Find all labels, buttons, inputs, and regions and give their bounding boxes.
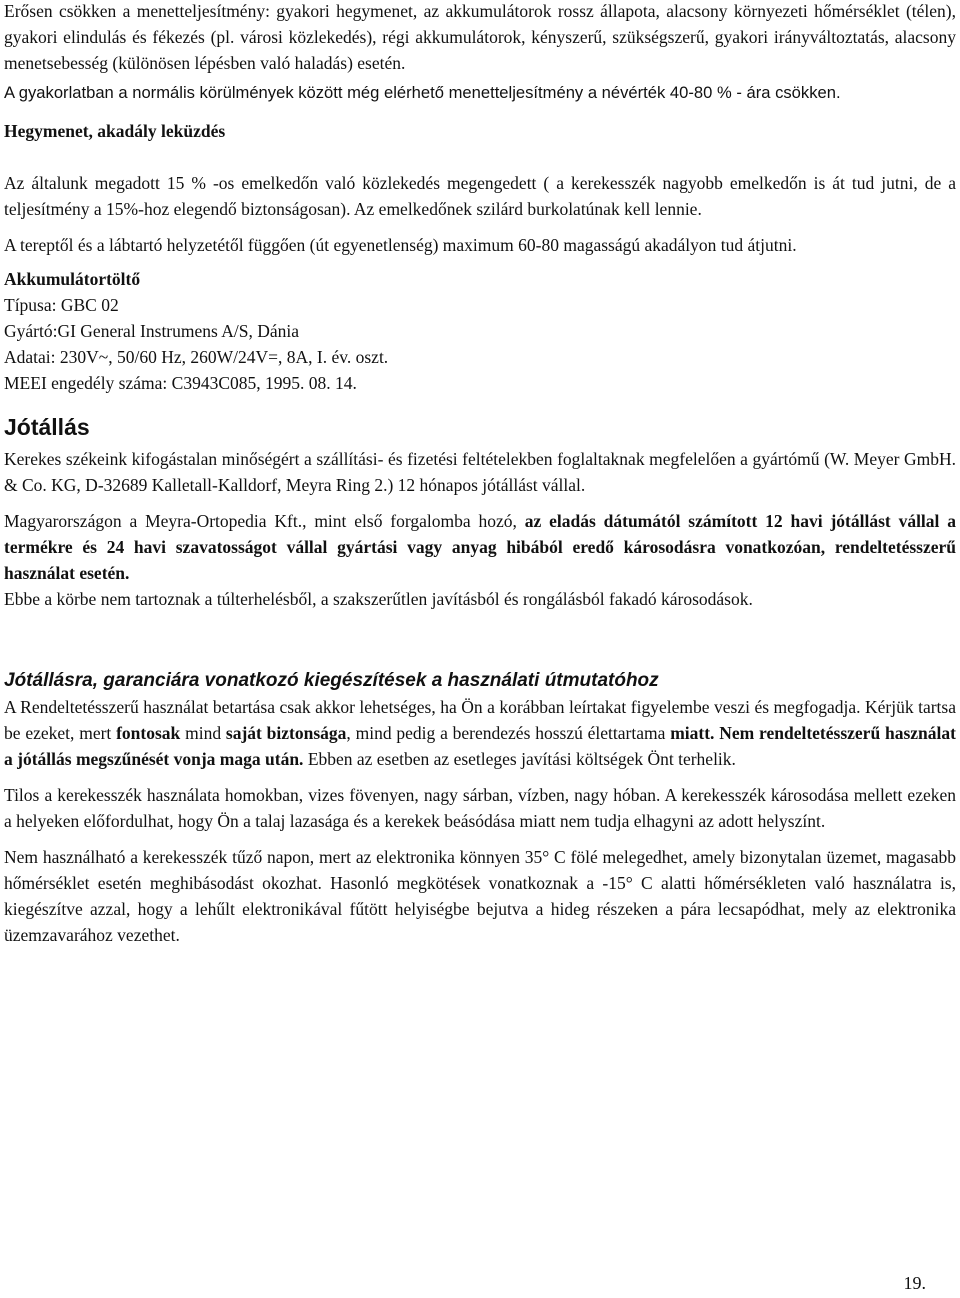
supplement-text-4: Ebben az esetben az esetleges javítási költségek Önt terhelik.	[303, 749, 736, 769]
charger-approval: MEEI engedély száma: C3943C085, 1995. 08. 14.	[4, 373, 357, 393]
charger-manufacturer: Gyártó:GI General Instrumens A/S, Dánia	[4, 321, 299, 341]
supplement-intro-paragraph	[4, 694, 956, 772]
warranty-hungary-bold: az eladás dátumától számított 12 havi jótállást vállal a termékre és 24 havi szavatosságot vállal gyártási vagy anyag hibából eredő károsodásra vonatkozóan, rendeltetésszerű használat esetén.	[4, 511, 957, 583]
page-number: 19.	[903, 1273, 926, 1293]
document-page	[4, 0, 956, 948]
supplement-text-3: , mind pedig a berendezés hosszú élettartama	[346, 723, 671, 743]
warranty-exclusions-paragraph: Ebbe a körbe nem tartoznak a túlterhelésből, a szakszerűtlen javításból és rongálásból fakadó károsodások.	[4, 589, 753, 609]
warranty-hungary-text: Magyarországon a Meyra-Ortopedia Kft., mint első forgalomba hozó,	[4, 511, 525, 531]
warranty-heading: Jótállás	[4, 414, 90, 440]
hill-heading: Hegymenet, akadály leküzdés	[4, 121, 226, 141]
charger-specs: Adatai: 230V~, 50/60 Hz, 260W/24V=, 8A, I. év. oszt.	[4, 347, 389, 367]
warranty-hungary-paragraph	[4, 508, 956, 586]
supplement-heading: Jótállásra, garanciára vonatkozó kiegészítések a használati útmutatóhoz	[4, 670, 659, 691]
charger-type: Típusa: GBC 02	[4, 295, 119, 315]
warranty-paragraph: Kerekes székeink kifogástalan minőségért a szállítási- és fizetési feltételekben foglaltaknak megfelelően a gyártómű (W. Meyer GmbH. & Co. KG, D-32689 Kalletall-Kalldorf, Meyra Ring 2.) 12 hónapos jótállást vállal.	[4, 449, 956, 495]
terrain-restriction-paragraph: Tilos a kerekesszék használata homokban, vizes fövenyen, nagy sárban, vízben, nagy hóban. A kerekesszék károsodása mellett ezeken a helyeken előfordulhat, hogy Ön a talaj lazasága és a kerekek beásódása miatt nem tudja elhagyni az adott helyszínt.	[4, 785, 956, 831]
supplement-text-1: A Rendeltetésszerű használat betartása csak akkor lehetséges, ha Ön a korábban leírtakat figyelembe veszi és megfogadja. Kérjük tartsa be ezeket, mert	[4, 697, 956, 743]
performance-reduction-paragraph: A gyakorlatban a normális körülmények között még elérhető menetteljesítmény a névérték 40-80 % - ára csökken.	[4, 83, 841, 102]
obstacle-paragraph: A tereptől és a lábtartó helyzetétől függően (út egyenetlenség) maximum 60-80 magasságú akadályon tud átjutni.	[4, 235, 797, 255]
performance-paragraph: Erősen csökken a menetteljesítmény: gyakori hegymenet, az akkumulátorok rossz állapota, alacsony környezeti hőmérséklet (télen), gyakori elindulás és fékezés (pl. városi közlekedés), régi akkumulátorok, kényszerű, szükségszerű, gyakori irányváltoztatás, alacsony menetsebesség (különösen lépésben való haladás) esetén.	[4, 1, 956, 73]
supplement-bold-3: miatt. Nem rendeltetésszerű használat a jótállás megszűnését vonja maga után.	[4, 723, 956, 769]
supplement-bold-1: fontosak	[116, 723, 181, 743]
supplement-bold-2: saját biztonsága	[225, 723, 347, 743]
temperature-restriction-paragraph: Nem használható a kerekesszék tűző napon, mert az elektronika könnyen 35° C fölé melegedhet, amely bizonytalan üzemet, magasabb hőmérséklet esetén meghibásodást okozhat. Hasonló megkötések vonatkoznak a -15° C alatti hőmérsékleten való használatra is, kiegészítve azzal, hogy a lehűlt elektronikával fűtött helyiségbe bejutva a hideg részeken a pára lecsapódhat, mely az elektronika üzemzavarához vezethet.	[4, 847, 956, 945]
hill-paragraph: Az általunk megadott 15 % -os emelkedőn való közlekedés megengedett ( a kerekesszék nagyobb emelkedőn is át tud jutni, de a teljesítmény a 15%-hoz elegendő biztonságosan). Az emelkedőnek szilárd burkolatúnak kell lennie.	[4, 173, 956, 219]
charger-heading: Akkumulátortöltő	[4, 269, 141, 289]
supplement-text-2: mind	[180, 723, 226, 743]
